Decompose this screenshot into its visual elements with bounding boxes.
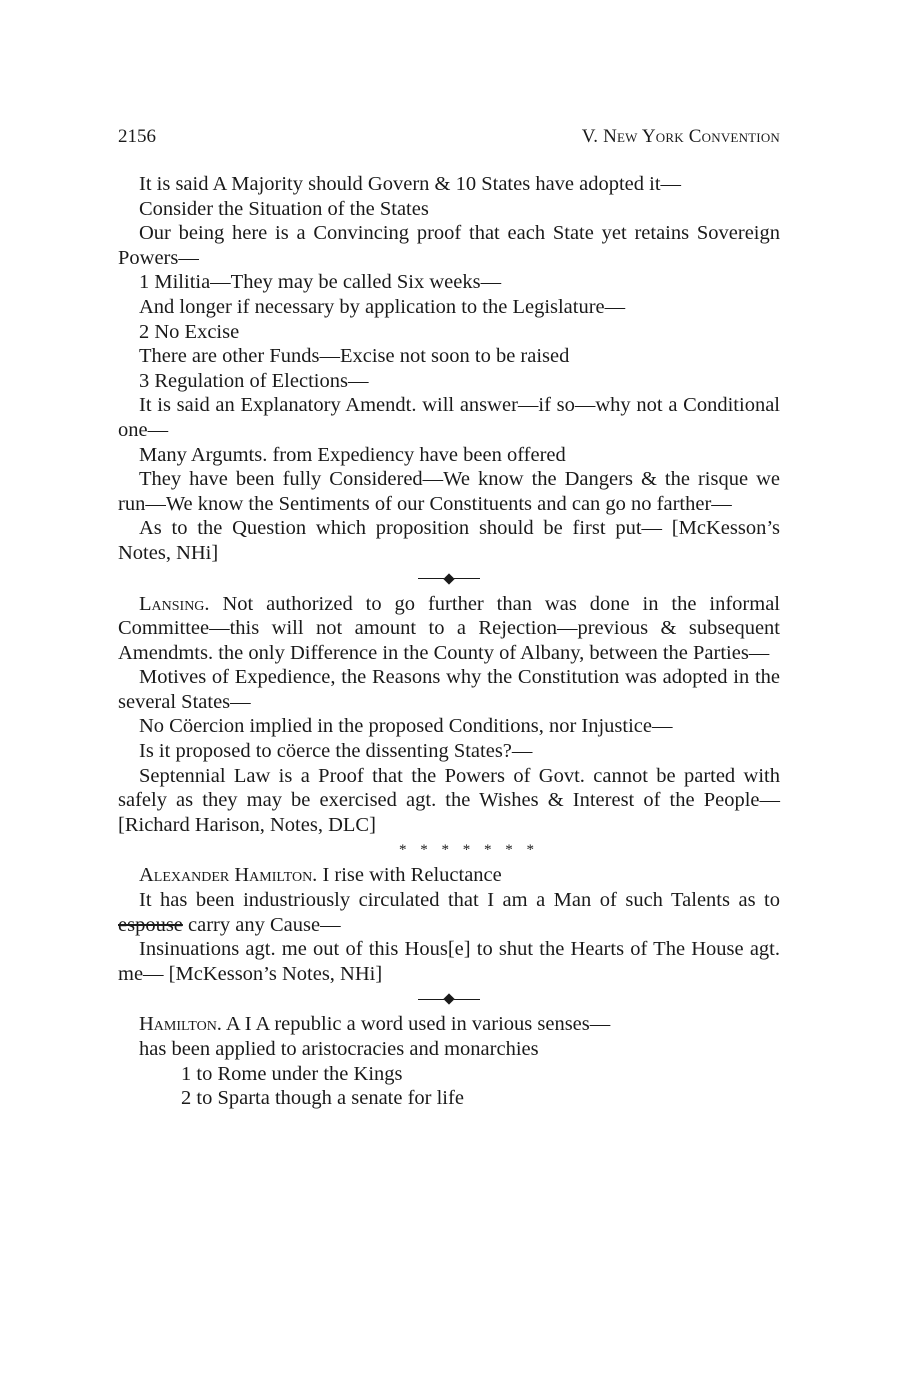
paragraph: It is said A Majority should Govern & 10 States have adopted it— (139, 173, 682, 195)
paragraph: As to the Question which proposition should be first put— [McKesson’s Notes, NHi] (118, 517, 780, 564)
paragraph: Septennial Law is a Proof that the Powers of Govt. cannot be parted with safely as they may be exercised agt. the Wishes & Interest of the People— [Richard Harison, Notes, DLC] (118, 764, 780, 836)
speech-paragraph (118, 863, 780, 888)
text-run: It has been industriously circulated that I am a Man of such Talents as to (139, 889, 780, 912)
paragraph: They have been fully Considered—We know the Dangers & the risque we run—We know the Sentiments of our Constituents and can go no farther— (118, 468, 780, 515)
paragraph: Is it proposed to cöerce the dissenting States?— (139, 740, 533, 763)
paragraph: No Cöercion implied in the proposed Conditions, nor Injustice— (139, 715, 673, 738)
speech-paragraph (118, 1012, 780, 1037)
text-run: carry any Cause— (182, 913, 341, 936)
paragraph: 3 Regulation of Elections— (139, 369, 369, 392)
ornament-rule (418, 578, 444, 579)
list-item: 1 to Rome under the Kings (181, 1062, 403, 1085)
speech-text: Not authorized to go further than was done in the informal Committee—this will not amount to a Rejection—previous & subsequent Amendmts. the only Difference in the County of Albany, between the Parties— (118, 592, 780, 664)
paragraph: And longer if necessary by application to the Legislature— (139, 295, 626, 318)
paragraph: 2 No Excise (139, 320, 240, 343)
paragraph: has been applied to aristocracies and monarchies (139, 1038, 539, 1060)
ornament-rule (454, 578, 480, 579)
paragraph: 1 Militia—They may be called Six weeks— (139, 271, 502, 294)
speech-text: I rise with Reluctance (317, 864, 502, 887)
paragraph: Insinuations agt. me out of this Hous[e] to shut the Hearts of The House agt. me— [McKesson’s Notes, NHi] (118, 938, 780, 985)
paragraph: It is said an Explanatory Amendt. will answer—if so—why not a Conditional one— (118, 394, 780, 441)
speaker-name: Alexander Hamilton. (139, 864, 318, 887)
struck-word: espouse (118, 913, 183, 936)
page-header (118, 122, 780, 152)
list-item: 2 to Sparta though a senate for life (181, 1087, 464, 1110)
paragraph: There are other Funds—Excise not soon to be raised (139, 345, 570, 368)
diamond-icon (443, 573, 454, 584)
speech-text: A I A republic a word used in various senses— (221, 1013, 611, 1036)
paragraph: Motives of Expedience, the Reasons why the Constitution was adopted in the several States— (118, 666, 780, 713)
speech-paragraph (118, 592, 780, 666)
page-body (118, 172, 780, 1111)
paragraph (118, 888, 780, 937)
asterisk-separator: * * * * * * * (399, 842, 539, 859)
diamond-icon (443, 994, 454, 1005)
paragraph: Our being here is a Convincing proof that each State yet retains Sovereign Powers— (118, 222, 780, 269)
ornament-rule (418, 999, 444, 1000)
speaker-name: Hamilton. (139, 1013, 222, 1036)
paragraph: Consider the Situation of the States (139, 197, 429, 220)
paragraph: Many Argumts. from Expediency have been offered (139, 443, 566, 466)
page-number: 2156 (118, 126, 156, 147)
running-head: V. New York Convention (581, 126, 780, 147)
section-ornament (118, 986, 780, 1012)
speaker-name: Lansing. (139, 592, 210, 615)
ornament-rule (454, 999, 480, 1000)
section-ornament (118, 566, 780, 592)
